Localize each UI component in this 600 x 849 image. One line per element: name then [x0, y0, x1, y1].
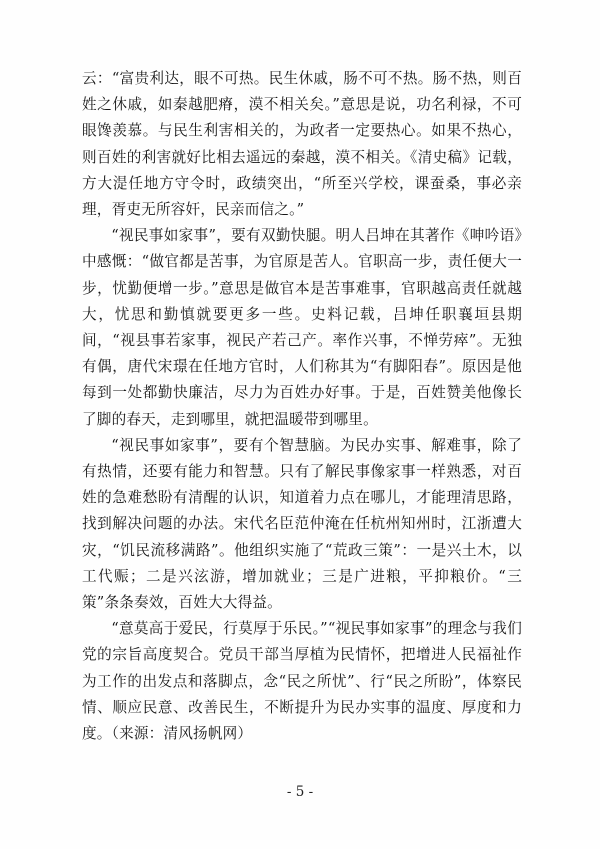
document-body [82, 66, 522, 747]
paragraph-1: 云：“富贵利达，眼不可热。民生休戚，肠不可不热。肠不热，则百姓之休戚，如秦越肥瘠，漠不相关矣。”意思是说，功名利禄，不可眼馋羡慕。与民生利害相关的，为政者一定要热心。如果不热心，则百姓的利害就好比相去遥远的秦越，漠不相关。《清史稿》记载，方大湜任地方守令时，政绩突出，“所至兴学校，课蚕桑，事必亲理，胥吏无所容奸，民亲而信之。” [82, 70, 522, 219]
paragraph-4: “意莫高于爱民，行莫厚于乐民。”“视民事如家事”的理念与我们党的宗旨高度契合。党员干部当厚植为民情怀，把增进人民福祉作为工作的出发点和落脚点，念“民之所忧”、行“民之所盼”，体察民情、顺应民意、改善民生，不断提升为民办实事的温度、厚度和力度。（来源：清风扬帆网） [82, 620, 522, 743]
paragraph-2: “视民事如家事”，要有双勤快腿。明人吕坤在其著作《呻吟语》中感慨：“做官都是苦事，为官原是苦人。官职高一步，责任便大一步，忧勤便增一步。”意思是做官本是苦事难事，官职越高责任就越大，忧思和勤慎就要更多一些。史料记载，吕坤任职襄垣县期间，“视县事若家事，视民产若己产。率作兴事，不惮劳瘁”。无独有偶，唐代宋璟在任地方官时，人们称其为“有脚阳春”。原因是他每到一处都勤快廉洁，尽力为百姓办好事。于是，百姓赞美他像长了脚的春天，走到哪里，就把温暖带到哪里。 [82, 227, 522, 428]
paragraph-3: “视民事如家事”，要有个智慧脑。为民办实事、解难事，除了有热情，还要有能力和智慧。只有了解民事像家事一样熟悉，对百姓的急难愁盼有清醒的认识，知道着力点在哪儿，才能理清思路，找到解决问题的办法。宋代名臣范仲淹在任杭州知州时，江浙遭大灾，“饥民流移满路”。他组织实施了“荒政三策”：一是兴土木，以工代赈；二是兴泫游，增加就业；三是广进粮，平抑粮价。“三策”条条奏效，百姓大大得益。 [82, 436, 522, 612]
page-number: - 5 - [286, 784, 314, 800]
